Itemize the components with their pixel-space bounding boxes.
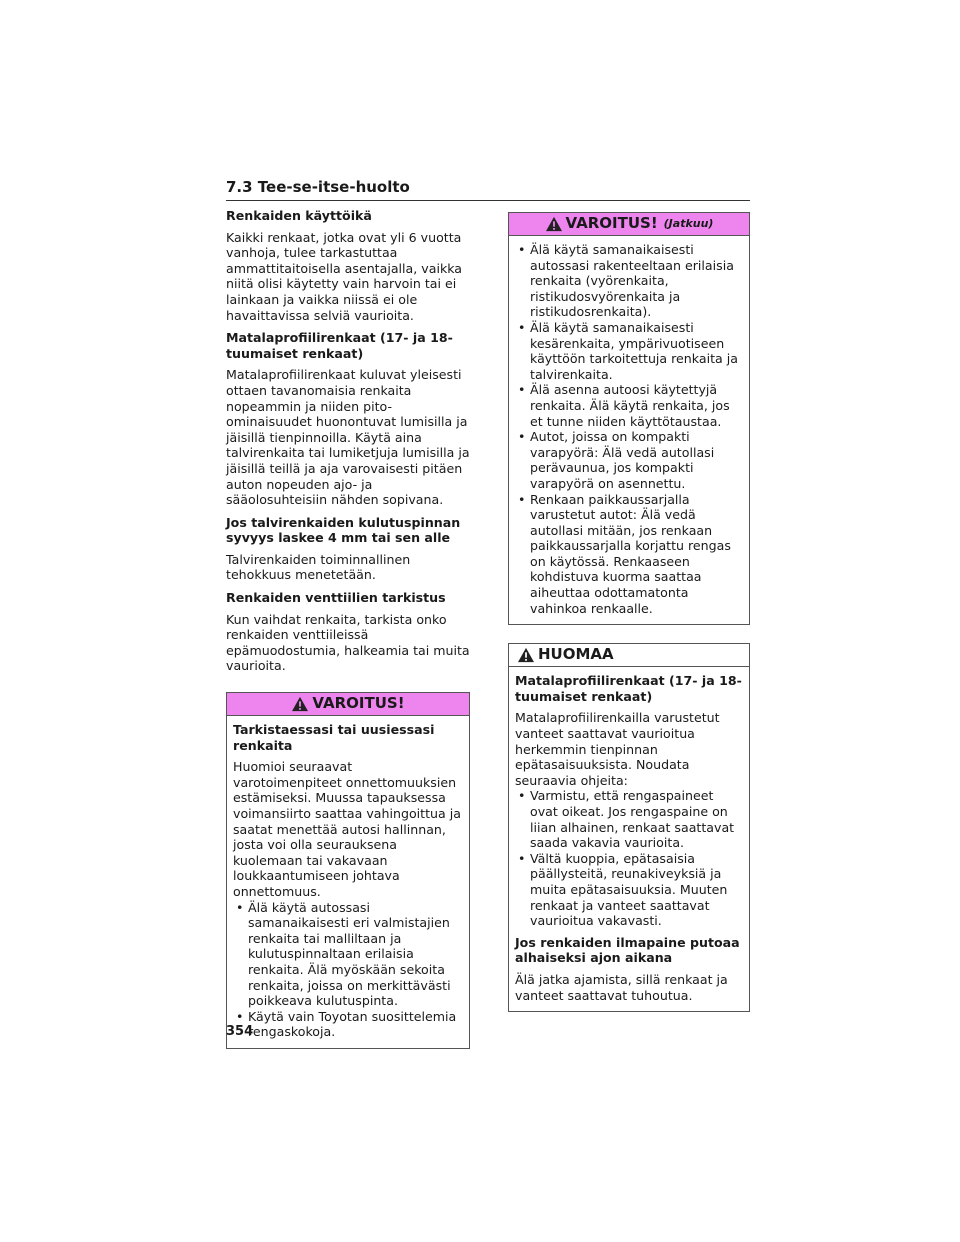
- list-item: • Renkaan paikkaussarjalla varustetut autot: Älä vedä autollasi mitään, jos renkaan paikkaussarjalla korjattu rengas on käytössä. Renkaaseen kohdistuva kuorma saattaa aiheuttaa odottamatonta vahinkoa renkaalle.: [515, 492, 743, 617]
- paragraph-valve-check: Kun vaihdat renkaita, tarkista onko renkaiden venttiileissä epämuodostumia, halkeamia tai muita vaurioita.: [226, 611, 470, 674]
- notice-paragraph-pressure-drop: Älä jatka ajamista, sillä renkaat ja vanteet saattavat tuhoutua.: [515, 971, 728, 1003]
- warning-continued-header: [509, 213, 749, 236]
- warning-title: VAROITUS!: [312, 694, 405, 713]
- notice-title: HUOMAA: [538, 645, 614, 664]
- paragraph-low-profile-tires: Matalaprofiilirenkaat kuluvat yleisesti ottaen tavanomaisia renkaita nopeammin ja niiden pito-ominaisuudet huonontuvat lumisilla ja jäisillä tienpinnoilla. Käytä aina talvirenkaita tai lumiketjuja lumisilla ja jäisillä teillä ja aja varovaisesti pitäen auton nopeuden ajo- ja sääolosuhteisiin nähden sopivana.: [226, 367, 470, 508]
- notice-box: [508, 643, 750, 1012]
- left-column: [226, 208, 470, 1063]
- heading-valve-check: Renkaiden venttiilien tarkistus: [226, 590, 446, 606]
- notice-heading-low-profile: Matalaprofiilirenkaat (17- ja 18-tuumaiset renkaat): [515, 673, 742, 704]
- list-item: • Älä käytä samanaikaisesti autossasi rakenteeltaan erilaisia renkaita (vyörenkaita, ristikudosvyörenkaita ja ristikudosrenkaita).: [515, 242, 743, 320]
- list-item: • Älä asenna autoosi käytettyjä renkaita. Älä käytä renkaita, jos et tunne niiden käyttötaustaa.: [515, 382, 743, 429]
- paragraph-tire-lifetime: Kaikki renkaat, jotka ovat yli 6 vuotta vanhoja, tulee tarkastuttaa ammattitaitoisella asentajalla, vaikka niitä olisi käytetty vain harvoin tai ei lainkaan ja vaikka niissä ei ole havaittavissa selviä vaurioita.: [226, 229, 463, 323]
- warning-icon: [545, 216, 563, 232]
- warning-text: Huomioi seuraavat varotoimenpiteet onnettomuuksien estämiseksi. Muussa tapauksessa voimansiirto saattaa vahingoittua ja saatat menettää autosi hallinnan, josta voi olla seurauksena kuolemaan tai vakavaan loukkaantumiseen johtava onnettomuus.: [233, 759, 461, 899]
- list-item: • Varmistu, että rengaspaineet ovat oikeat. Jos rengaspaine on liian alhainen, renkaat saattavat saada vakavia vaurioita.: [515, 788, 743, 850]
- section-title: 7.3 Tee-se-itse-huolto: [226, 178, 750, 201]
- heading-winter-tread-depth: Jos talvirenkaiden kulutuspinnan syvyys laskee 4 mm tai sen alle: [226, 514, 461, 546]
- list-item: • Autot, joissa on kompakti varapyörä: Älä vedä autollasi perävaunua, jos kompakti varapyörä on asennettu.: [515, 429, 743, 491]
- list-item: • Älä käytä samanaikaisesti kesärenkaita, ympärivuotiseen käyttöön tarkoitettuja renkaita ja talvirenkaita.: [515, 320, 743, 382]
- paragraph-winter-tread-depth: Talvirenkaiden toiminnallinen tehokkuus menetetään.: [226, 551, 411, 583]
- warning-subheading: Tarkistaessasi tai uusiessasi renkaita: [233, 722, 435, 753]
- continued-label: (Jatkuu): [663, 217, 714, 231]
- notice-icon: [517, 647, 535, 663]
- notice-paragraph-low-profile: Matalaprofiilirenkailla varustetut vanteet saattavat vaurioitua herkemmin tienpinnan epätasaisuuksista. Noudata seuraavia ohjeita:: [515, 710, 720, 788]
- warning-icon: [291, 696, 309, 712]
- heading-tire-lifetime: Renkaiden käyttöikä: [226, 208, 372, 223]
- heading-low-profile-tires: Matalaprofiilirenkaat (17- ja 18-tuumaiset renkaat): [226, 330, 453, 361]
- notice-heading-pressure-drop: Jos renkaiden ilmapaine putoaa alhaiseksi ajon aikana: [515, 934, 740, 966]
- list-item: • Käytä vain Toyotan suosittelemia rengaskokoja.: [233, 1009, 463, 1040]
- warning-continued-title: VAROITUS!: [565, 214, 658, 233]
- page-number: 354: [226, 1024, 254, 1039]
- list-item: • Älä käytä autossasi samanaikaisesti eri valmistajien renkaita tai malliltaan ja kulutuspinnaltaan erilaisia renkaita. Älä myöskään sekoita renkaita, joissa on merkittävästi poikkeava kulutuspinta.: [233, 900, 463, 1009]
- right-column: [508, 212, 750, 1026]
- notice-header: [509, 644, 749, 667]
- warning-box: [226, 692, 470, 1049]
- warning-continued-box: [508, 212, 750, 625]
- list-item: • Vältä kuoppia, epätasaisia päällysteitä, reunakiveyksiä ja muita epätasaisuuksia. Muuten renkaat ja vanteet saattavat vaurioitua vakavasti.: [515, 851, 743, 929]
- warning-header: [227, 693, 469, 716]
